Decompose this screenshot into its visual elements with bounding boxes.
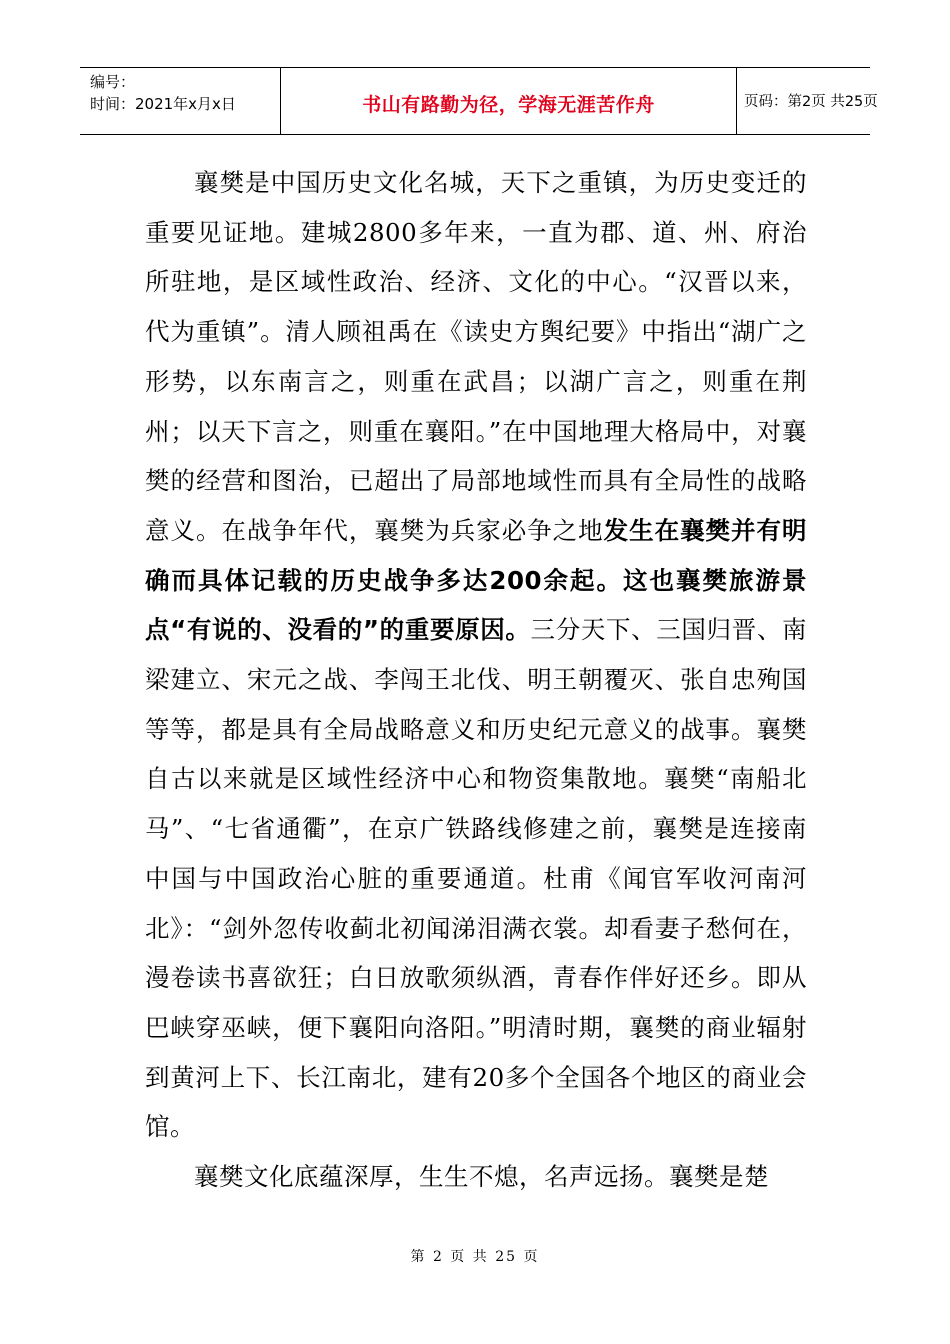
document-body (145, 158, 807, 1202)
document-date-label: 时间：2021年x月x日 (90, 95, 236, 113)
header-page-cell (735, 68, 878, 134)
page-header (80, 67, 878, 135)
header-info-cell (80, 68, 280, 134)
page-footer: 第 2 页 共 25 页 (410, 1249, 540, 1265)
header-motto-cell (280, 68, 737, 134)
header-page-number: 页码：第2页 共25页 (744, 94, 878, 110)
paragraph (145, 158, 807, 1152)
paragraph: 襄樊文化底蕴深厚，生生不熄，名声远扬。襄樊是楚 (194, 1162, 769, 1192)
paragraph-text: 襄樊是中国历史文化名城，天下之重镇，为历史变迁的重要见证地。建城2800多年来，一直为郡、道、州、府治所驻地，是区域性政治、经济、文化的中心。“汉晋以来，代为重镇”。清人顾祖禹在《读史方舆纪要》中指出“湖广之形势，以东南言之，则重在武昌；以湖广言之，则重在荆州；以天下言之，则重在襄阳。”在中国地理大格局中，对襄樊的经营和图治，已超出了局部地域性而具有全局性的战略意义。在战争年代，襄樊为兵家必争之地 (145, 168, 807, 545)
document-number-label: 编号： (90, 73, 136, 91)
header-motto: 书山有路勤为径，学海无涯苦作舟 (362, 94, 655, 116)
bold-emphasis-text: 发生在襄樊并有明确而具体记载的历史战争多达200余起。这也襄樊旅游景点“有说的、没看的”的重要原因。 (145, 515, 807, 645)
paragraph-text: 三分天下、三国归晋、南梁建立、宋元之战、李闯王北伐、明王朝覆灭、张自忠殉国等等，都是具有全局战略意义和历史纪元意义的战事。襄樊自古以来就是区域性经济中心和物资集散地。襄樊“南船北马”、“七省通衢”，在京广铁路线修建之前，襄樊是连接南中国与中国政治心脏的重要通道。杜甫《闻官军收河南河北》：“剑外忽传收蓟北初闻涕泪满衣裳。却看妻子愁何在，漫卷读书喜欲狂；白日放歌须纵酒，青春作伴好还乡。即从巴峡穿巫峡，便下襄阳向洛阳。”明清时期，襄樊的商业辐射到黄河上下、长江南北，建有20多个全国各个地区的商业会馆。 (145, 615, 808, 1142)
